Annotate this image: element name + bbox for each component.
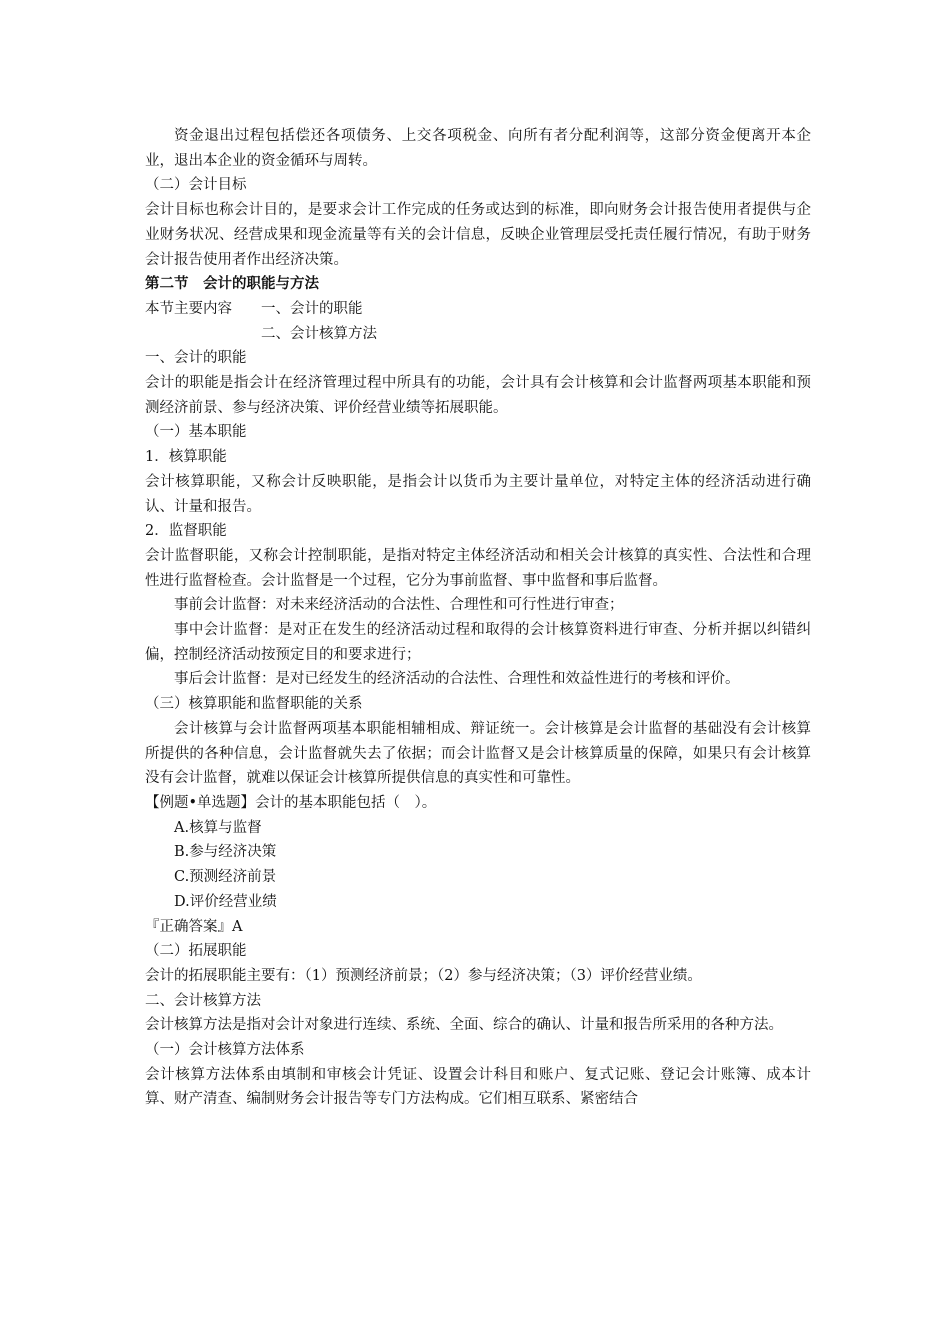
heading-accounting-goal: （二）会计目标 (145, 177, 247, 194)
option-c: C.预测经济前景 (174, 869, 277, 886)
example-question (145, 791, 811, 816)
contents-item-2: 二、会计核算方法 (261, 325, 377, 342)
paragraph-capital-exit: 资金退出过程包括偿还各项债务、上交各项税金、向所有者分配利润等，这部分资金便离开本企业，退出本企业的资金循环与周转。 (145, 128, 811, 169)
paragraph-functions: 会计的职能是指会计在经济管理过程中所具有的功能，会计具有会计核算和会计监督两项基本职能和预测经济前景、参与经济决策、评价经营业绩等拓展职能。 (145, 375, 811, 416)
paragraph-supervision-function: 会计监督职能，又称会计控制职能，是指对特定主体经济活动和相关会计核算的真实性、合法性和合理性进行监督检查。会计监督是一个过程，它分为事前监督、事中监督和事后监督。 (145, 547, 811, 589)
document-page (145, 124, 811, 1112)
option-a: A.核算与监督 (174, 819, 262, 836)
paragraph-accounting-goal: 会计目标也称会计目的，是要求会计工作完成的任务或达到的标准，即向财务会计报告使用者提供与企业财务状况、经营成果和现金流量等有关的会计信息，反映企业管理层受托责任履行情况，有助于财务会计报告使用者作出经济决策。 (145, 202, 811, 268)
paragraph-method-system: 会计核算方法体系由填制和审核会计凭证、设置会计科目和账户、复式记账、登记会计账簿、成本计算、财产清查、编制财务会计报告等专门方法构成。它们相互联系、紧密结合 (145, 1066, 811, 1108)
paragraph-mid-supervision: 事中会计监督：是对正在发生的经济活动过程和取得的会计核算资料进行审查、分析并据以纠错纠偏，控制经济活动按预定目的和要求进行； (145, 622, 811, 663)
paragraph-post-supervision: 事后会计监督：是对已经发生的经济活动的合法性、合理性和效益性进行的考核和评价。 (174, 671, 740, 688)
heading-extended-functions: （二）拓展职能 (145, 943, 247, 960)
paragraph-accounting-methods: 会计核算方法是指对会计对象进行连续、系统、全面、综合的确认、计量和报告所采用的各种方法。 (145, 1017, 783, 1034)
section-title: 第二节 会计的职能与方法 (145, 275, 319, 293)
section-contents (145, 297, 811, 346)
paragraph-extended-functions: 会计的拓展职能主要有：（1）预测经济前景；（2）参与经济决策；（3）评价经营业绩。 (145, 967, 702, 984)
contents-list (261, 297, 377, 346)
paragraph-accounting-function: 会计核算职能，又称会计反映职能，是指会计以货币为主要计量单位，对特定主体的经济活动进行确认、计量和报告。 (145, 473, 811, 515)
contents-item-1: 一、会计的职能 (261, 300, 363, 317)
heading-relationship: （三）核算职能和监督职能的关系 (145, 696, 363, 713)
heading-basic-functions: （一）基本职能 (145, 424, 247, 441)
paragraph-pre-supervision: 事前会计监督：对未来经济活动的合法性、合理性和可行性进行审查； (174, 597, 624, 614)
heading-functions: 一、会计的职能 (145, 350, 247, 367)
heading-method-system: （一）会计核算方法体系 (145, 1042, 305, 1059)
heading-accounting-methods: 二、会计核算方法 (145, 992, 261, 1009)
paragraph-relationship: 会计核算与会计监督两项基本职能相辅相成、辩证统一。会计核算是会计监督的基础没有会计核算所提供的各种信息，会计监督就失去了依据；而会计监督又是会计核算质量的保障，如果只有会计核算没有会计监督，就难以保证会计核算所提供信息的真实性和可靠性。 (145, 720, 811, 787)
heading-supervision-function: 2．监督职能 (145, 523, 227, 540)
correct-answer: 『正确答案』A (145, 918, 243, 935)
example-text: 会计的基本职能包括（ ）。 (255, 794, 437, 811)
heading-accounting-function: 1．核算职能 (145, 449, 227, 466)
example-tag: 【例题•单选题】 (145, 794, 256, 811)
contents-lead: 本节主要内容 (145, 300, 232, 317)
option-d: D.评价经营业绩 (174, 893, 277, 910)
option-b: B.参与经济决策 (174, 844, 277, 861)
